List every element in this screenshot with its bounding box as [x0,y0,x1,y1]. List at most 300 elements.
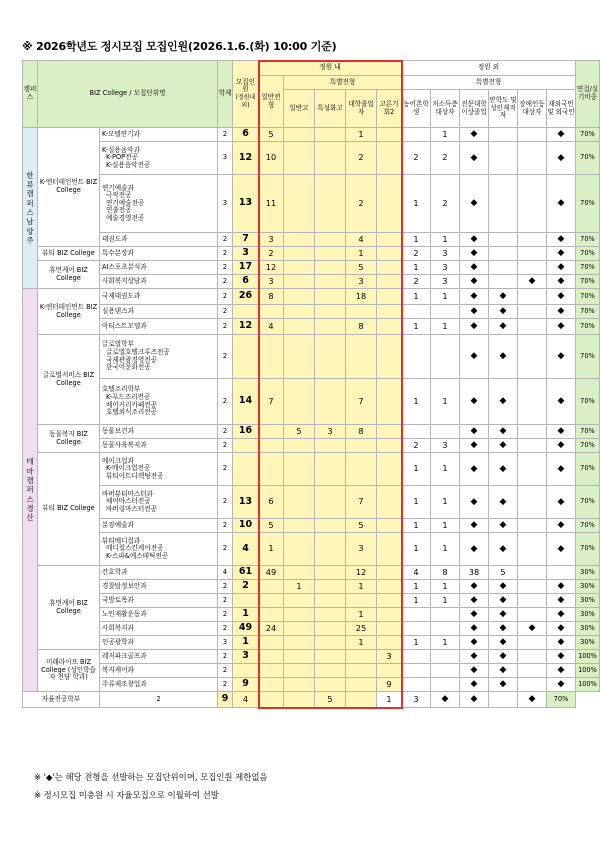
quota-special-out-1 [431,650,460,664]
quota-special-in-1 [315,533,346,566]
quota-special-in-0 [284,319,315,335]
quota-special-out-2: ◆ [460,175,489,233]
quota-special-out-2: ◆ [460,319,489,335]
quota-special-out-1 [431,335,460,379]
quota-special-in-0 [284,335,315,379]
quota-general: 1 [259,533,284,566]
quota-special-out-1 [431,678,460,692]
quota-general: 12 [259,261,284,275]
degree-years: 2 [218,247,233,261]
quota-special-out-5: ◆ [547,142,576,175]
quota-special-out-5: ◆ [547,594,576,608]
degree-years: 3 [218,636,233,650]
quota-general: 7 [259,379,284,425]
quota-special-in-2 [346,650,377,664]
degree-years: 2 [218,261,233,275]
interview-ratio: 70% [576,319,600,335]
quota-special-out-2: ◆ [460,650,489,664]
quota-special-out-0: 2 [402,439,431,453]
quota-table-wrapper [22,60,600,708]
quota-general: 4 [259,319,284,335]
quota-special-in-1 [315,289,346,305]
quota-special-in-1 [315,275,346,289]
quota-special-out-2: ◆ [460,142,489,175]
college-cell: 휴먼케어 BIZ College [38,261,100,289]
department-name: 레저파크골프과 [100,650,218,664]
quota-special-out-4 [518,566,547,580]
quota-total: 9 [218,692,233,708]
quota-total: 3 [233,247,259,261]
quota-special-out-3: ◆ [489,425,518,439]
quota-special-in-1: 3 [315,425,346,439]
header-special-in-0: 일반고 [284,90,315,128]
department-name: AI스포츠분석과 [100,261,218,275]
quota-special-out-3: ◆ [489,439,518,453]
quota-special-out-4 [518,636,547,650]
quota-special-in-2: 1 [346,247,377,261]
quota-total: 49 [233,622,259,636]
quota-special-in-2: 5 [315,692,346,708]
table-row [23,142,600,175]
quota-special-in-1 [315,622,346,636]
quota-special-in-3 [377,425,402,439]
degree-years: 3 [218,142,233,175]
quota-special-out-5: ◆ [547,379,576,425]
quota-special-out-1: 1 [431,594,460,608]
quota-special-out-1 [431,305,460,319]
header-interview-ratio: 면접/실기비중 [576,61,600,128]
quota-special-in-2: 5 [346,519,377,533]
quota-special-out-3: ◆ [489,608,518,622]
quota-special-out-5: ◆ [547,335,576,379]
quota-special-in-3 [377,664,402,678]
quota-special-out-4 [518,678,547,692]
quota-special-out-4 [518,519,547,533]
college-cell: 글로벌서비스 BIZ College [38,335,100,425]
quota-special-out-3: ◆ [489,453,518,486]
quota-special-out-4 [518,335,547,379]
interview-ratio: 70% [547,692,576,708]
quota-general: 4 [233,692,259,708]
quota-special-out-2: ◆ [460,247,489,261]
college-cell: 미래라이프 BIZ College (성인학습자 전담 학과) [38,650,100,692]
quota-special-out-2: ◆ [460,580,489,594]
quota-special-out-4 [518,608,547,622]
quota-special-in-1 [315,664,346,678]
quota-special-in-3 [377,533,402,566]
quota-special-out-1: 1 [431,580,460,594]
quota-special-in-2: 4 [346,233,377,247]
department-name: 특수분장과 [100,247,218,261]
quota-special-out-2: ◆ [460,275,489,289]
quota-special-in-1 [315,247,346,261]
quota-special-out-3 [489,142,518,175]
quota-special-out-4 [518,305,547,319]
quota-special-out-5: ◆ [547,678,576,692]
quota-special-out-0 [402,335,431,379]
quota-special-out-4 [518,580,547,594]
table-row [23,175,600,233]
interview-ratio: 70% [576,233,600,247]
quota-special-out-4 [518,247,547,261]
quota-special-out-0: 1 [402,594,431,608]
quota-special-out-1: 1 [431,453,460,486]
quota-special-in-1 [315,594,346,608]
quota-special-in-2 [346,335,377,379]
quota-special-out-2: ◆ [460,425,489,439]
department-name: K-실용음악과 K-POP전공 K-실용음악전공 [100,142,218,175]
header-special-in: 특별전형 [284,76,402,90]
quota-special-in-3 [377,519,402,533]
header-special-out-4: 장애인등대상자 [518,90,547,128]
quota-general [259,650,284,664]
quota-special-out-1 [431,425,460,439]
notes [34,768,268,804]
quota-total: 12 [233,142,259,175]
quota-special-out-5: ◆ [547,233,576,247]
table-row [23,439,600,453]
table-row [23,608,600,622]
quota-special-in-2: 18 [346,289,377,305]
department-name: 호텔조리학부 K-푸드조리전공 베이커리카페전공 호텔외식조리전공 [100,379,218,425]
quota-special-in-3 [377,261,402,275]
quota-special-out-2: ◆ [460,335,489,379]
quota-special-in-0 [259,692,284,708]
degree-years: 2 [218,664,233,678]
quota-special-out-1: 3 [431,439,460,453]
quota-special-out-4 [518,439,547,453]
interview-ratio: 70% [576,175,600,233]
interview-ratio: 30% [576,594,600,608]
quota-total: 13 [233,175,259,233]
quota-special-in-1 [284,692,315,708]
quota-special-out-4 [518,486,547,519]
interview-ratio: 30% [576,580,600,594]
quota-special-out-0: 1 [402,289,431,305]
interview-ratio: 70% [576,142,600,175]
quota-total: 1 [233,636,259,650]
quota-special-in-3 [377,439,402,453]
quota-special-out-3: ◆ [489,486,518,519]
quota-special-in-3 [377,233,402,247]
quota-special-in-1 [315,566,346,580]
college-cell: 뷰티 BIZ College [38,453,100,566]
quota-special-in-2: 3 [346,275,377,289]
degree-years: 2 [218,275,233,289]
quota-special-out-3 [489,275,518,289]
quota-general [259,664,284,678]
quota-special-in-2 [346,439,377,453]
quota-total: 4 [233,533,259,566]
degree-years: 2 [218,289,233,305]
quota-total [233,335,259,379]
quota-general: 10 [259,142,284,175]
quota-special-in-0 [284,128,315,142]
degree-years: 2 [100,692,218,708]
department-name: 태권도과 [100,233,218,247]
quota-special-in-0 [284,636,315,650]
quota-special-out-4 [518,261,547,275]
interview-ratio: 70% [576,305,600,319]
interview-ratio: 100% [576,664,600,678]
quota-special-out-3: ◆ [489,319,518,335]
quota-special-in-1 [315,608,346,622]
interview-ratio: 70% [576,261,600,275]
degree-years: 2 [218,439,233,453]
quota-special-out-5: ◆ [547,175,576,233]
quota-special-out-5: ◆ [518,692,547,708]
degree-years: 2 [218,305,233,319]
department-name: 연기예술과 극작전공 연기예술전공 연출전공 예술경영전공 [100,175,218,233]
quota-special-out-1: 2 [431,175,460,233]
quota-special-in-3 [377,379,402,425]
department-name: 경찰탐정보안과 [100,580,218,594]
campus-theme: 테 마 캠 퍼 스 경 산 [23,289,38,692]
quota-table [22,60,600,708]
quota-special-in-0: 1 [284,580,315,594]
department-name: 사회복지과 [100,622,218,636]
quota-special-out-2: ◆ [460,289,489,305]
quota-total: 7 [233,233,259,247]
department-name: 아티스트모델과 [100,319,218,335]
quota-general [259,425,284,439]
quota-special-in-2 [346,453,377,486]
quota-special-out-1: 1 [431,319,460,335]
quota-special-in-2: 2 [346,175,377,233]
table-row [23,622,600,636]
quota-special-in-2: 8 [346,319,377,335]
degree-years: 2 [218,594,233,608]
quota-special-in-1 [315,678,346,692]
quota-special-out-2: ◆ [460,519,489,533]
quota-special-in-3 [377,289,402,305]
quota-general: 8 [259,289,284,305]
quota-total: 61 [233,566,259,580]
quota-special-out-5: ◆ [547,261,576,275]
quota-special-out-3: ◆ [489,533,518,566]
quota-special-out-3: ◆ [489,636,518,650]
table-row [23,453,600,486]
quota-special-out-5: ◆ [547,289,576,305]
quota-total [233,453,259,486]
quota-special-in-1 [315,580,346,594]
quota-special-out-5: ◆ [547,425,576,439]
quota-special-in-0 [284,622,315,636]
quota-special-out-0: 1 [402,533,431,566]
college-cell: 자율전공학부 [23,692,100,708]
quota-special-out-0: 1 [402,175,431,233]
quota-special-out-3: ◆ [489,289,518,305]
quota-total: 12 [233,319,259,335]
quota-special-out-5: ◆ [547,128,576,142]
table-row [23,650,600,664]
degree-years: 2 [218,379,233,425]
table-row [23,519,600,533]
quota-total: 16 [233,425,259,439]
quota-special-out-3: ◆ [489,519,518,533]
quota-special-in-0 [284,439,315,453]
quota-special-in-1 [315,305,346,319]
department-name: 사회복지상담과 [100,275,218,289]
quota-special-out-5: ◆ [547,636,576,650]
quota-special-out-3: ◆ [489,650,518,664]
quota-special-in-0 [284,261,315,275]
quota-general: 49 [259,566,284,580]
quota-general [259,335,284,379]
quota-special-out-3 [489,175,518,233]
interview-ratio: 70% [576,335,600,379]
quota-total: 17 [233,261,259,275]
degree-years: 2 [218,425,233,439]
quota-special-in-0 [284,533,315,566]
header-degree: 학제 [218,61,233,128]
degree-years: 2 [218,319,233,335]
quota-special-in-1 [315,486,346,519]
quota-special-out-4 [518,319,547,335]
table-row [23,566,600,580]
quota-special-out-0: 2 [402,142,431,175]
quota-special-in-3 [377,247,402,261]
quota-special-in-2: 25 [346,622,377,636]
college-cell: 동물복지 BIZ College [38,425,100,453]
degree-years: 2 [218,128,233,142]
quota-special-out-2: ◆ [460,305,489,319]
quota-special-out-1: 8 [431,566,460,580]
quota-special-out-0: 1 [402,233,431,247]
quota-special-out-2: ◆ [460,439,489,453]
quota-general: 2 [259,247,284,261]
quota-special-out-5: ◆ [547,439,576,453]
quota-special-out-1: 3 [431,261,460,275]
quota-special-in-0: 5 [284,425,315,439]
quota-special-in-1 [315,335,346,379]
quota-general: 5 [259,519,284,533]
quota-general [259,439,284,453]
quota-special-out-5: ◆ [547,519,576,533]
quota-special-in-2: 1 [346,580,377,594]
quota-total: 26 [233,289,259,305]
quota-special-out-4: ◆ [518,622,547,636]
quota-special-in-0 [284,379,315,425]
quota-special-in-0 [284,566,315,580]
quota-special-out-3: ◆ [489,580,518,594]
degree-years: 3 [218,175,233,233]
department-name: 국제태권도과 [100,289,218,305]
header-special-out-2: 전문대학이상졸업 [460,90,489,128]
table-row [23,335,600,379]
header-college: BIZ College / 모집단위명 [38,61,218,128]
quota-special-out-2: ◆ [460,664,489,678]
quota-special-out-3: ◆ [489,664,518,678]
quota-special-out-4 [518,142,547,175]
table-row [23,261,600,275]
quota-special-in-2: 1 [346,608,377,622]
quota-special-in-3 [377,486,402,519]
quota-special-out-1: 1 [431,289,460,305]
table-row [23,692,600,708]
quota-special-out-3: ◆ [489,622,518,636]
quota-special-out-1: 2 [431,142,460,175]
quota-special-in-0 [284,233,315,247]
quota-special-out-2: ◆ [460,128,489,142]
quota-special-out-0: 1 [402,580,431,594]
quota-special-out-5: ◆ [547,319,576,335]
table-row [23,425,600,439]
quota-special-in-2: 8 [346,425,377,439]
interview-ratio: 70% [576,247,600,261]
quota-special-out-3: ◆ [460,692,489,708]
quota-special-out-4 [518,379,547,425]
quota-special-out-5: ◆ [547,453,576,486]
quota-special-out-3: 5 [489,566,518,580]
header-special-out: 특별전형 [402,76,576,90]
quota-general [259,636,284,650]
header-special-out-1: 저소득층대상자 [431,90,460,128]
quota-special-in-0 [284,247,315,261]
quota-special-in-1 [315,175,346,233]
table-row [23,128,600,142]
degree-years: 2 [218,533,233,566]
department-name: 분장예술과 [100,519,218,533]
quota-special-out-3: ◆ [489,678,518,692]
quota-special-out-2: ◆ [460,678,489,692]
header-special-in-1: 특성화고 [315,90,346,128]
department-name: 노인재활운동과 [100,608,218,622]
quota-special-in-1 [315,142,346,175]
quota-special-in-0 [284,664,315,678]
quota-special-out-4 [518,533,547,566]
degree-years: 2 [218,580,233,594]
quota-special-out-1: 1 [431,379,460,425]
quota-general: 5 [259,128,284,142]
degree-years: 2 [218,608,233,622]
quota-special-in-0 [284,519,315,533]
interview-ratio: 100% [576,650,600,664]
quota-special-out-5: ◆ [547,486,576,519]
quota-special-out-3: ◆ [489,594,518,608]
quota-special-out-0: 1 [402,636,431,650]
quota-general: 6 [259,486,284,519]
quota-special-in-3 [377,335,402,379]
quota-special-out-1: 1 [431,486,460,519]
quota-special-out-1: 1 [431,233,460,247]
quota-general: 3 [259,233,284,247]
quota-special-out-4: ◆ [518,275,547,289]
quota-special-out-1: 3 [431,247,460,261]
department-name: 인공광학과 [100,636,218,650]
quota-special-out-1: 1 [431,128,460,142]
quota-general [259,594,284,608]
quota-special-out-0 [402,678,431,692]
quota-special-in-1 [315,519,346,533]
page-title: ※ 2026학년도 정시모집 모집인원(2026.1.6.(화) 10:00 기준) [22,40,337,53]
table-row [23,379,600,425]
quota-special-in-0 [284,175,315,233]
quota-special-out-3 [489,233,518,247]
quota-special-in-3 [377,175,402,233]
quota-special-in-3 [377,128,402,142]
quota-special-out-5: ◆ [547,608,576,622]
quota-general [259,305,284,319]
quota-special-in-3 [346,692,377,708]
department-name: 주류제조창업과 [100,678,218,692]
quota-special-in-1 [315,128,346,142]
quota-special-out-0: 1 [402,379,431,425]
interview-ratio: 30% [576,622,600,636]
quota-special-out-0 [402,128,431,142]
quota-special-out-0: 1 [402,453,431,486]
quota-special-in-3 [377,636,402,650]
